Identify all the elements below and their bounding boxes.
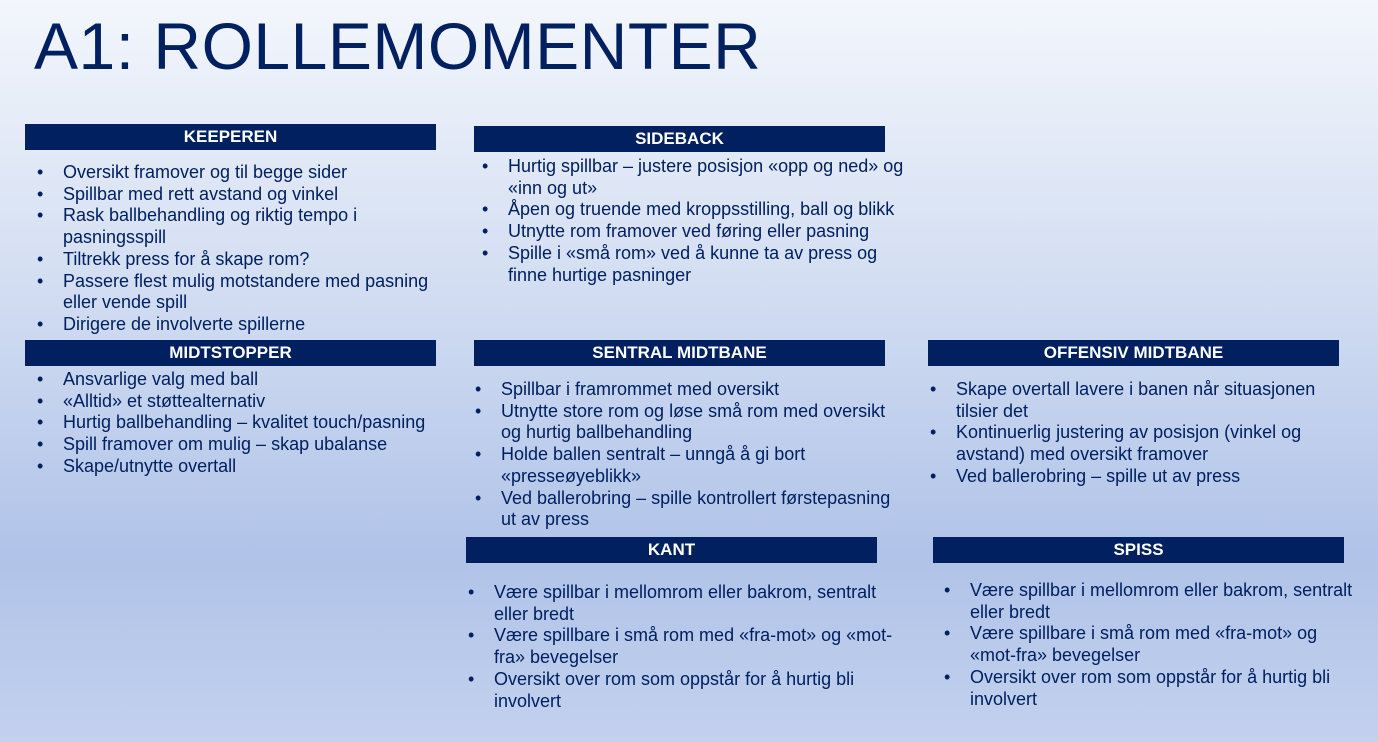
bullet-icon: • xyxy=(930,465,937,486)
section-sentral-midtbane xyxy=(474,340,891,531)
list-item-text: Utnytte rom framover ved føring eller pasning xyxy=(508,221,870,242)
section-heading: MIDTSTOPPER xyxy=(25,340,436,366)
list-item-text: Oversikt framover og til begge sider xyxy=(63,162,348,182)
section-heading: SPISS xyxy=(933,537,1344,563)
list-item-text: Ansvarlige valg med ball xyxy=(63,369,259,389)
bullet-icon: • xyxy=(37,412,44,433)
bullet-icon: • xyxy=(482,156,489,176)
bullet-icon: • xyxy=(475,400,482,421)
list-item xyxy=(37,313,456,336)
list-item xyxy=(475,400,905,444)
bullet-list xyxy=(933,580,1364,710)
bullet-list xyxy=(25,369,456,478)
bullet-icon: • xyxy=(37,183,44,204)
bullet-icon: • xyxy=(944,666,951,687)
list-item-text: Være spillbar i mellomrom eller bakrom, sentralt eller bredt xyxy=(494,582,877,624)
list-item-text: Skape overtall lavere i banen når situasjonen tilsier det xyxy=(956,379,1316,421)
bullet-icon: • xyxy=(37,434,44,455)
list-item-text: Oversikt over rom som oppstår for å hurtig bli involvert xyxy=(970,666,1331,709)
bullet-icon: • xyxy=(37,313,44,334)
list-item xyxy=(37,183,456,206)
section-heading: OFFENSIV MIDTBANE xyxy=(928,340,1339,366)
bullet-icon: • xyxy=(930,422,937,443)
list-item xyxy=(475,487,905,531)
section-sideback xyxy=(474,126,904,286)
list-item-text: «Alltid» et støttealternativ xyxy=(63,390,266,411)
list-item-text: Hurtig spillbar – justere posisjon «opp og ned» og «inn og ut» xyxy=(508,156,904,198)
section-heading: KANT xyxy=(466,537,877,563)
list-item xyxy=(37,369,456,391)
list-item-text: Hurtig ballbehandling – kvalitet touch/pasning xyxy=(63,412,426,433)
list-item-text: Åpen og truende med kroppsstilling, ball og blikk xyxy=(508,199,895,220)
bullet-icon: • xyxy=(37,162,44,182)
section-heading: SIDEBACK xyxy=(474,126,885,152)
bullet-list xyxy=(25,162,456,336)
list-item xyxy=(37,270,456,314)
bullet-icon: • xyxy=(482,199,489,220)
list-item-text: Spille i «små rom» ved å kunne ta av press og finne hurtige pasninger xyxy=(508,242,878,285)
section-offensiv-midtbane xyxy=(928,340,1339,488)
bullet-icon: • xyxy=(468,668,475,689)
list-item-text: Kontinuerlig justering av posisjon (vinkel og avstand) med oversikt framover xyxy=(956,422,1302,465)
bullet-icon: • xyxy=(944,580,951,600)
list-item xyxy=(37,248,456,271)
list-item xyxy=(930,422,1359,465)
list-item-text: Spillbar med rett avstand og vinkel xyxy=(63,183,339,204)
bullet-list xyxy=(474,156,905,286)
list-item xyxy=(482,156,905,199)
list-item xyxy=(944,580,1364,623)
bullet-icon: • xyxy=(37,270,44,291)
list-item xyxy=(468,625,897,668)
list-item-text: Være spillbare i små rom med «fra-mot» og «mot-fra» bevegelser xyxy=(970,623,1318,666)
bullet-icon: • xyxy=(37,390,44,411)
list-item xyxy=(482,199,905,221)
list-item-text: Tiltrekk press for å skape rom? xyxy=(63,248,310,269)
list-item-text: Være spillbare i små rom med «fra-mot» og «mot-fra» bevegelser xyxy=(494,625,893,668)
list-item-text: Rask ballbehandling og riktig tempo i pasningsspill xyxy=(63,205,358,248)
list-item-text: Dirigere de involverte spillerne xyxy=(63,313,306,334)
list-item-text: Spillbar i framrommet med oversikt xyxy=(501,379,780,399)
list-item-text: Holde ballen sentralt – unngå å gi bort «presseøyeblikk» xyxy=(501,444,806,486)
bullet-icon: • xyxy=(37,369,44,389)
list-item xyxy=(944,623,1364,666)
list-item-text: Skape/utnytte overtall xyxy=(63,455,237,476)
bullet-icon: • xyxy=(482,221,489,242)
bullet-list xyxy=(466,582,897,712)
list-item xyxy=(37,455,456,478)
list-item xyxy=(482,221,905,243)
list-item xyxy=(944,666,1364,710)
list-item xyxy=(468,668,897,712)
list-item xyxy=(930,379,1359,422)
bullet-icon: • xyxy=(475,444,482,465)
bullet-icon: • xyxy=(944,623,951,644)
list-item-text: Oversikt over rom som oppstår for å hurtig bli involvert xyxy=(494,668,855,711)
list-item xyxy=(475,444,905,487)
section-kant xyxy=(466,537,893,712)
list-item xyxy=(475,379,905,401)
section-midtstopper xyxy=(25,340,436,478)
bullet-icon: • xyxy=(37,205,44,226)
bullet-icon: • xyxy=(37,248,44,269)
list-item-text: Ved ballerobring – spille kontrollert førstepasning ut av press xyxy=(501,487,891,530)
list-item xyxy=(468,582,897,625)
bullet-list xyxy=(928,379,1359,488)
list-item-text: Være spillbar i mellomrom eller bakrom, sentralt eller bredt xyxy=(970,580,1353,622)
list-item xyxy=(37,434,456,456)
list-item-text: Passere flest mulig motstandere med pasning eller vende spill xyxy=(63,270,429,313)
bullet-icon: • xyxy=(37,455,44,476)
bullet-icon: • xyxy=(930,379,937,399)
bullet-icon: • xyxy=(475,379,482,399)
bullet-icon: • xyxy=(482,242,489,263)
list-item xyxy=(930,465,1359,488)
list-item xyxy=(37,412,456,434)
bullet-list xyxy=(474,379,905,531)
list-item xyxy=(482,242,905,286)
bullet-icon: • xyxy=(468,625,475,646)
list-item xyxy=(37,162,456,184)
section-keeperen xyxy=(25,124,436,336)
list-item-text: Spill framover om mulig – skap ubalanse xyxy=(63,434,388,455)
list-item xyxy=(37,390,456,413)
section-heading: SENTRAL MIDTBANE xyxy=(474,340,885,366)
list-item-text: Ved ballerobring – spille ut av press xyxy=(956,465,1241,486)
section-heading: KEEPEREN xyxy=(25,124,436,150)
section-spiss xyxy=(933,537,1353,710)
list-item-text: Utnytte store rom og løse små rom med oversikt og hurtig ballbehandling xyxy=(501,400,886,443)
slide-title: A1: ROLLEMOMENTER xyxy=(34,9,762,83)
list-item xyxy=(37,205,456,248)
bullet-icon: • xyxy=(468,582,475,602)
bullet-icon: • xyxy=(475,487,482,508)
